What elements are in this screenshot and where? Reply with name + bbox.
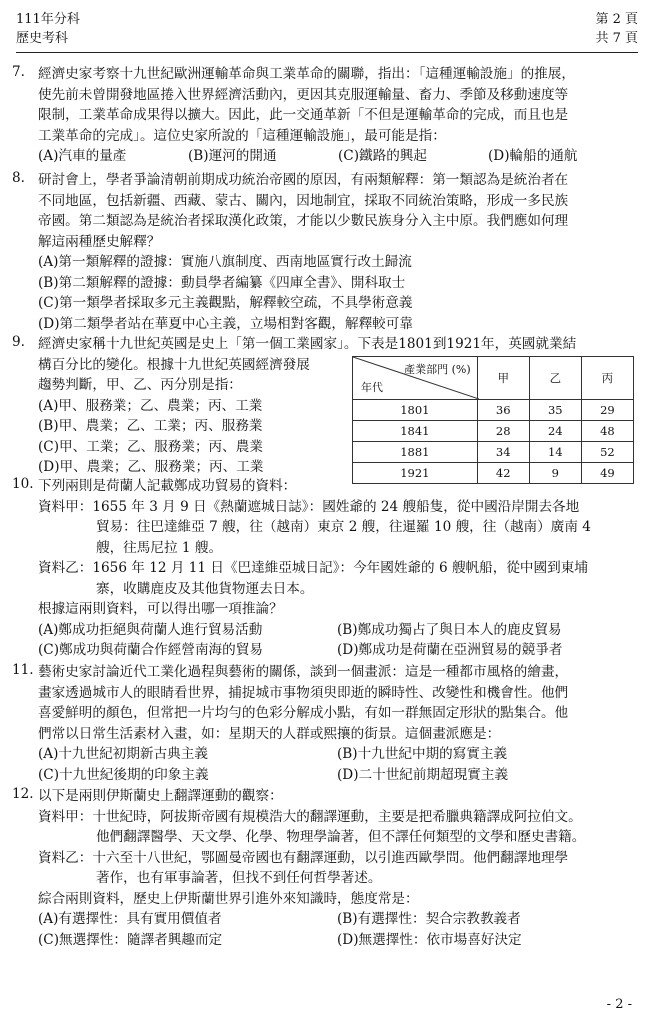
option-row: [38, 744, 636, 765]
question-number: 12.: [12, 786, 34, 802]
source-b-line: 著作，也有軍事論著，但找不到任何哲學著述。: [96, 870, 382, 886]
value-cell: 52: [581, 442, 633, 463]
option-row: [38, 146, 636, 167]
subject-name: 歷史考科: [16, 31, 69, 46]
column-header: 丙: [581, 357, 633, 400]
column-header: 乙: [529, 357, 581, 400]
header-right: [595, 10, 638, 48]
page-number: 第 2 頁: [595, 12, 638, 27]
question-text-line: 研討會上，學者爭論清朝前期成功統治帝國的原因，有兩類解釋：第一類認為是統治者在: [38, 172, 569, 188]
question-number: 10.: [12, 476, 34, 492]
question-number: 9.: [12, 334, 25, 350]
source-b-line: 資料乙：十六至十八世紀，鄂圖曼帝國也有翻譯運動，以引進西歐學問。他們翻譯地理學: [38, 849, 569, 866]
source-b-line: 資料乙：1656 年 12 月 11 日《巴達維亞城日記》：今年國姓爺的 6 艘帆船，從中國到東埔: [38, 560, 588, 576]
value-cell: 14: [529, 442, 581, 463]
question-text-line: 限制，工業革命成果得以擴大。因此，此一交通革新「不但是運輸革命的完成，而且也是: [38, 107, 569, 123]
table-row: [353, 442, 634, 463]
option-a: (A)有選擇性：具有實用價值者: [38, 911, 222, 927]
corner-label-sector: 產業部門 (%): [404, 363, 471, 376]
question-prompt: 綜合兩則資料，歷史上伊斯蘭世界引進外來知識時，態度常是：: [38, 890, 419, 907]
table-row: [353, 421, 634, 442]
value-cell: 48: [581, 421, 633, 442]
option-row: [38, 765, 636, 786]
option-c: (C)第一類學者採取多元主義觀點，解釋較空疏，不具學術意義: [38, 295, 413, 311]
value-cell: 42: [477, 463, 529, 484]
question-text-line: 工業革命的完成」。這位史家所說的「這種運輸設施」，最可能是指：: [38, 127, 446, 144]
option-row: [38, 909, 636, 930]
option-d: (D)輪船的通航: [488, 148, 578, 164]
option-c: (C)鄭成功與荷蘭合作經營南海的貿易: [38, 642, 263, 658]
corner-label-year: 年代: [361, 381, 383, 394]
option-row: [38, 640, 636, 661]
source-a-line: 艘，往馬尼拉 1 艘。: [96, 539, 223, 556]
question-text-line: 帝國。第二類認為是統治者採取漢化政策，才能以少數民族身分入主中原。我們應如何理: [38, 213, 569, 229]
option-a: (A)汽車的量產: [38, 148, 127, 164]
table-row: [353, 400, 634, 421]
value-cell: 24: [529, 421, 581, 442]
value-cell: 36: [477, 400, 529, 421]
question-body: [38, 786, 636, 950]
value-cell: 29: [581, 400, 633, 421]
exam-year: 111年分科: [16, 12, 80, 27]
option-a: (A)甲、服務業；乙、農業；丙、工業: [38, 397, 263, 414]
source-a-line: 貿易：往巴達維亞 7 艘，往（越南）東京 2 艘，往暹羅 10 艘，往（越南）廣南 4: [96, 519, 591, 535]
header-left: [16, 10, 80, 48]
option-d: (D)鄭成功是荷蘭在亞洲貿易的競爭者: [337, 642, 563, 658]
option-a: (A)鄭成功拒絕與荷蘭人進行貿易活動: [38, 621, 263, 638]
option-b: (B)有選擇性：契合宗教教義者: [337, 911, 521, 927]
option-d: (D)第二類學者站在華夏中心主義，立場相對客觀，解釋較可靠: [38, 315, 413, 332]
question-text-line: 經濟史家考察十九世紀歐洲運輸革命與工業革命的關聯，指出：「這種運輸設施」的推展，: [38, 66, 575, 82]
question-text-line: 喜愛鮮明的顏色，但常把一片均勻的色彩分解成小點，有如一群無固定形狀的點集合。他: [38, 705, 569, 721]
question-body: [38, 662, 636, 785]
question-text-line: 藝術史家討論近代工業化過程與藝術的關係，談到一個畫派：這是一種都市風格的繪畫，: [38, 664, 569, 680]
question-intro: 以下是兩則伊斯蘭史上翻譯運動的觀察：: [38, 788, 283, 804]
question-text-line: 經濟史家稱十九世紀英國是史上「第一個工業國家」。下表是1801到1921年，英國就業結: [38, 336, 577, 352]
question-body: [38, 64, 636, 167]
year-cell: 1801: [353, 400, 478, 421]
column-header: 甲: [477, 357, 529, 400]
option-d: (D)二十世紀前期超現實主義: [337, 766, 509, 783]
option-b: (B)鄭成功獨占了與日本人的鹿皮貿易: [337, 621, 562, 638]
total-pages: 共 7 頁: [595, 31, 638, 46]
source-a-line: 資料甲：十世紀時，阿拔斯帝國有規模浩大的翻譯運動，主要是把希臘典籍譯成阿拉伯文。: [38, 808, 582, 825]
year-cell: 1841: [353, 421, 478, 442]
question-text-line: 們常以日常生活素材入畫，如：星期天的人群或熙攘的街景。這個畫派應是：: [38, 725, 501, 742]
option-a: (A)第一類解釋的證據：實施八旗制度、西南地區實行改土歸流: [38, 254, 412, 270]
option-d: (D)甲、農業；乙、服務業；丙、工業: [38, 459, 264, 475]
option-b: (B)運河的開通: [188, 148, 277, 164]
source-b-line: 寨，收購鹿皮及其他貨物運去日本。: [96, 580, 314, 597]
option-c: (C)十九世紀後期的印象主義: [38, 766, 209, 783]
question-body: [38, 170, 636, 334]
question-text-line: 解這兩種歷史解釋？: [38, 233, 161, 250]
option-c: (C)鐵路的興起: [338, 148, 427, 164]
question-text-line: 構百分比的變化。根據十九世紀英國經濟發展: [38, 356, 310, 373]
question-text-line: 不同地區，包括新疆、西藏、蒙古、關內，因地制宜，採取不同統治策略，形成一多民族: [38, 192, 569, 209]
question-number: 11.: [12, 662, 34, 678]
value-cell: 9: [529, 463, 581, 484]
year-cell: 1881: [353, 442, 478, 463]
value-cell: 34: [477, 442, 529, 463]
question-body: [38, 476, 636, 661]
option-row: [38, 930, 636, 951]
option-a: (A)十九世紀初期新古典主義: [38, 746, 208, 762]
option-b: (B)第二類解釋的證據：動員學者編纂《四庫全書》、開科取士: [38, 274, 406, 291]
value-cell: 28: [477, 421, 529, 442]
option-c: (C)無選擇性：隨譯者興趣而定: [38, 931, 223, 948]
source-a-line: 他們翻譯醫學、天文學、化學、物理學論著，但不譯任何類型的文學和歷史書籍。: [96, 829, 586, 845]
year-cell: 1921: [353, 463, 478, 484]
question-intro: 下列兩則是荷蘭人記載鄭成功貿易的資料：: [38, 478, 297, 494]
value-cell: 35: [529, 400, 581, 421]
question-number: 7.: [12, 64, 25, 80]
option-b: (B)甲、農業；乙、工業；丙、服務業: [38, 418, 263, 434]
option-b: (B)十九世紀中期的寫實主義: [337, 746, 508, 762]
question-text-line: 使先前未曾開發地區捲入世界經濟活動內，更因其克服運輸量、畜力、季節及移動速度等: [38, 86, 569, 103]
table-corner-cell: [353, 357, 478, 400]
source-a-line: 資料甲：1655 年 3 月 9 日《熱蘭遮城日誌》：國姓爺的 24 艘船隻，從中國沿岸開去各地: [38, 498, 580, 515]
page-footer: - 2 -: [606, 997, 632, 1012]
question-text-line: 趨勢判斷，甲、乙、丙分別是指：: [38, 377, 242, 393]
header-divider: [16, 52, 638, 53]
question-prompt: 根據這兩則資料，可以得出哪一項推論？: [38, 601, 283, 617]
option-c: (C)甲、工業；乙、服務業；丙、農業: [38, 438, 263, 455]
option-d: (D)無選擇性：依市場喜好決定: [337, 931, 522, 948]
employment-structure-table: [352, 356, 634, 484]
option-row: [38, 620, 636, 641]
question-text-line: 畫家透過城市人的眼睛看世界，捕捉城市事物須臾即逝的瞬時性、改變性和機會性。他們: [38, 684, 569, 701]
value-cell: 49: [581, 463, 633, 484]
question-number: 8.: [12, 170, 25, 186]
